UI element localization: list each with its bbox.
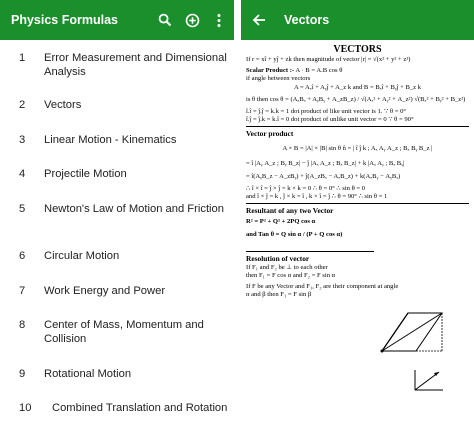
- topic-number: 1: [19, 52, 26, 64]
- resultant-title: Resultant of any two Vector: [246, 206, 334, 216]
- topic-number: 10: [19, 402, 32, 414]
- topic-label: Work Energy and Power: [44, 285, 166, 297]
- topic-number: 4: [19, 168, 26, 180]
- topic-item-8[interactable]: [0, 319, 234, 349]
- resolution-line-3: If F be any Vector and F₁, F₂ are their component at angle: [246, 283, 399, 291]
- topic-item-5[interactable]: [0, 203, 234, 233]
- topic-label: Linear Motion - Kinematics: [44, 134, 177, 146]
- topic-item-10[interactable]: [0, 402, 234, 432]
- topic-number: 6: [19, 250, 26, 262]
- dot-unlike-units: î.ĵ = ĵ.k̂ = k̂.î = 0 dot product of unlike unit vector = 0 ∵ θ = 90°: [246, 116, 414, 124]
- divider: [246, 126, 469, 127]
- dot-like-units: î.î = ĵ.ĵ = k̂.k̂ = 1 dot product of like unit vector is 1. ∵ θ = 0°: [246, 108, 407, 116]
- app-title: Physics Formulas: [11, 13, 118, 27]
- topic-number: 8: [19, 319, 26, 331]
- cross-like-units: ∴ î × î = ĵ × ĵ = k̂ × k̂ = 0 ∴ θ = 0° ∴ sin θ = 0: [246, 185, 366, 193]
- topic-label: Combined Translation and Rotation: [52, 402, 228, 414]
- topic-label: Vectors: [44, 99, 82, 111]
- topic-item-7[interactable]: [0, 285, 234, 301]
- topic-item-9[interactable]: [0, 368, 234, 384]
- topic-number: 2: [19, 99, 26, 111]
- search-icon[interactable]: [156, 11, 174, 29]
- vector-product-title: Vector product: [246, 129, 294, 139]
- topic-item-1[interactable]: [0, 52, 234, 82]
- vector-components: A = Aₓî + Aᵧĵ + A_z k̂ and B = Bₓî + Bᵧĵ + B_z k̂: [293, 83, 422, 91]
- topic-number: 5: [19, 203, 26, 215]
- topic-item-4[interactable]: [0, 168, 234, 184]
- app-bar: [0, 0, 234, 40]
- topic-number: 3: [19, 134, 26, 146]
- resolution-line-1: If F₁ and F₂ be ⊥ to each other: [246, 263, 328, 271]
- topic-number: 9: [19, 368, 26, 380]
- back-arrow-icon[interactable]: [250, 11, 268, 29]
- cos-theta-formula: is θ then cos θ = (AₓBₓ + AᵧBᵧ + A_zB_z) / √(Aₓ² + Aᵧ² + A_z²) √(Bₓ² + Bᵧ² + B_z²): [246, 95, 466, 103]
- divider: [246, 203, 469, 204]
- topic-label: Circular Motion: [44, 250, 120, 262]
- force-components-diagram: [411, 366, 447, 396]
- topic-label: Error Measurement and Dimensional Analysis: [44, 52, 227, 78]
- sheet-heading: VECTORS: [333, 44, 382, 55]
- vectors-screen: [241, 0, 474, 433]
- resolution-line-4: α and β then F₁ = F sin β: [246, 291, 312, 299]
- topic-label: Newton's Law of Motion and Friction: [44, 203, 224, 215]
- add-circle-icon[interactable]: [183, 11, 201, 29]
- resolution-line-2: then F₁ = F cos α and F₂ = F sin α: [246, 272, 336, 280]
- more-vert-icon[interactable]: [210, 11, 228, 29]
- divider: [246, 251, 374, 252]
- topic-item-6[interactable]: [0, 250, 234, 266]
- topic-label: Center of Mass, Momentum and Collision: [44, 319, 204, 345]
- resultant-magnitude: R² = P² + Q² + 2PQ cos α: [246, 218, 316, 226]
- cross-product-result: = î(AᵧB_z − A_zBᵧ) + ĵ(A_zBₓ − AₓB_z) + k̂(AₓBᵧ − AᵧBₓ): [246, 172, 401, 180]
- topic-label: Projectile Motion: [44, 168, 127, 180]
- topics-screen: [0, 0, 234, 433]
- topic-number: 7: [19, 285, 26, 297]
- parallelogram-diagram: [376, 305, 448, 357]
- topic-item-2[interactable]: [0, 99, 234, 115]
- topic-label: Rotational Motion: [44, 368, 132, 380]
- cross-unlike-units: and î × ĵ = k̂ , ĵ × k̂ = î , k̂ × î = ĵ ∴ θ = 90° ∴ sin θ = 1: [246, 193, 388, 201]
- cross-product-definition: A × B = |A| × |B| sin θ n̂ = | î ĵ k̂ ; Aₓ Aᵧ A_z ; Bₓ Bᵧ B_z |: [282, 145, 433, 153]
- screen-title: Vectors: [284, 13, 330, 27]
- angle-intro: if angle between vectors: [246, 75, 311, 83]
- app-bar: [241, 0, 474, 40]
- cross-product-expansion: = î |Aᵧ A_z ; Bᵧ B_z| − ĵ |Aₓ A_z ; Bₓ B_z| + k̂ |Aₓ Aᵧ ; Bₓ Bᵧ|: [246, 159, 405, 167]
- resultant-direction: and Tan θ = Q sin α / (P + Q cos α): [246, 230, 343, 238]
- scalar-product-title: Scalar Product :-: [246, 67, 295, 75]
- resolution-title: Resolution of vector: [246, 253, 310, 263]
- magnitude-formula: If r = xî + yĵ + zk̂ then magnitude of vector |r| = √(x² + y² + z²): [246, 56, 411, 63]
- scalar-product-formula: A · B = A.B cos θ: [295, 67, 343, 75]
- topic-item-3[interactable]: [0, 134, 234, 150]
